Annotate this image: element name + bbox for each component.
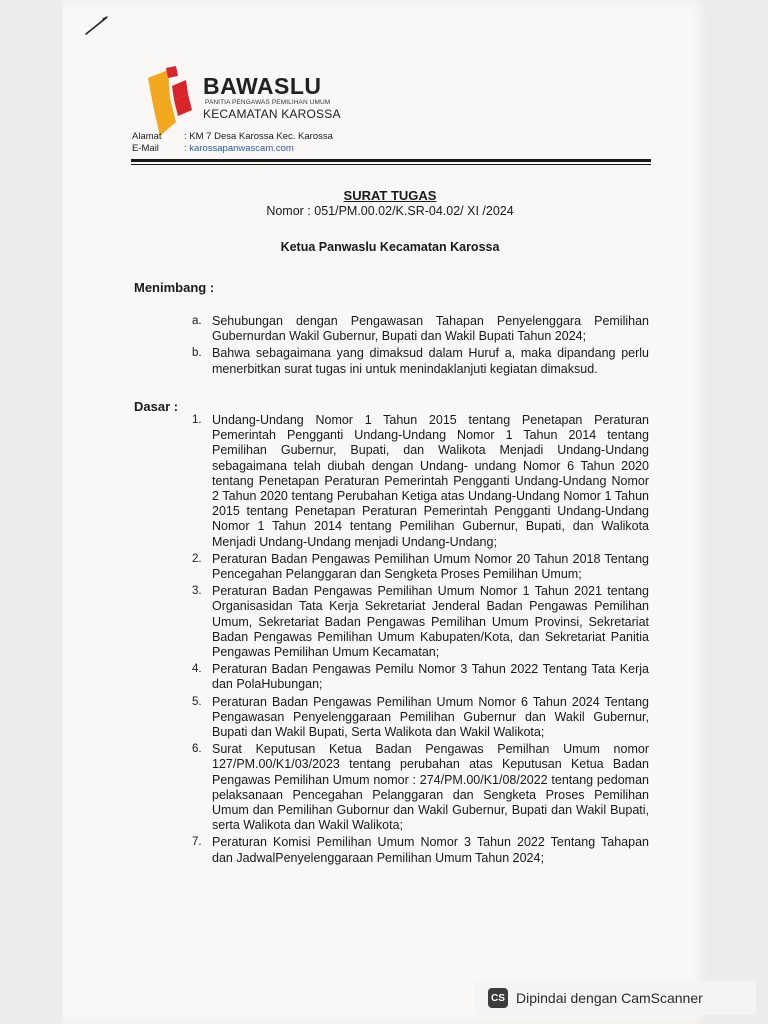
list-item [192, 413, 649, 550]
list-item [192, 742, 649, 833]
list-item [192, 662, 649, 692]
menimbang-list [192, 314, 649, 379]
item-marker: 4. [192, 663, 202, 676]
list-item [192, 835, 649, 865]
list-item [192, 695, 649, 741]
letter-title: SURAT TUGAS [343, 188, 437, 203]
address-line [132, 131, 333, 143]
brand-name: BAWASLU [203, 73, 322, 99]
item-text: Peraturan Badan Pengawas Pemilihan Umum Nomor 1 Tahun 2021 tentang Organisasidan Tata Kerja Sekretariat Jenderal Badan Pengawas Pemilihan Umum, Sekretariat Badan Pengawas Pemilihan Umum Provinsi, Sekretariat Badan Pengawas Pemilihan Umum Kabupaten/Kota, dan Sekretariat Panitia Pengawas Pemilihan Umum Kecamatan; [212, 584, 649, 660]
email-label: E-Mail [132, 143, 159, 154]
item-text: Surat Keputusan Ketua Badan Pengawas Pemilhan Umum nomor 127/PM.00/K1/03/2023 tentang perubahan atas Keputusan Ketua Badan Pengawas Pemilihan Umum nomor : 274/PM.00/K1/08/2022 tentang pedoman pelaksanaan Pencegahan Pelanggaran dan Sengketa Proses Pemilihan Umum dan Pemilihan Gubornur dan Wakil Gubernur, Bupati dan Wakil Bupati, serta Walikota dan Wakil Walikota; [212, 742, 649, 833]
item-text: Sehubungan dengan Pengawasan Tahapan Penyelenggara Pemilihan Gubernurdan Wakil Gubernur, Bupati dan Wakil Bupati Tahun 2024; [212, 314, 649, 344]
item-marker: 2. [192, 552, 202, 565]
dasar-list [192, 413, 649, 868]
address-value: : KM 7 Desa Karossa Kec. Karossa [184, 131, 333, 142]
item-text: Peraturan Komisi Pemilihan Umum Nomor 3 Tahun 2022 Tentang Tahapan dan JadwalPenyelenggaraan Pemilihan Umum Tahun 2024; [212, 835, 649, 865]
dasar-heading: Dasar : [134, 399, 179, 414]
letter-number: Nomor : 051/PM.00.02/K.SR-04.02/ XI /2024 [266, 204, 514, 218]
list-item [192, 552, 649, 582]
camscanner-watermark [474, 981, 756, 1015]
item-marker: 1. [192, 414, 202, 426]
item-text: Undang-Undang Nomor 1 Tahun 2015 tentang Penetapan Peraturan Pemerintah Pengganti Undang-Undang Nomor 1 Tahun 2014 tentang Pemilihan Gubernur, Bupati, dan Walikota Menjadi Undang-Undang sebagaimana telah diubah dengan Undang- undang Nomor 6 Tahun 2020 tentang Penetapan Peraturan Pemerintah Pengganti Undang-Undang Nomor 2 Tahun 2020 tentang Perubahan Ketiga atas Undang-Undang Nomor 1 Tahun 2015 tentang Penetapan Peraturan Pemerintah Pengganti Undang-Undang Nomor 1 Tahun 2014 tentang Pemilihan Gubernur, Bupati, dan Walikota Menjadi Undang-Undang menjadi Undang-Undang; [212, 413, 649, 549]
item-marker: 7. [192, 836, 202, 849]
bawaslu-logo-icon [142, 66, 202, 140]
list-item [192, 314, 649, 344]
item-text: Peraturan Badan Pengawas Pemilihan Umum Nomor 6 Tahun 2024 Tentang Pengawasan Penyelenggaraan Pemilihan Gubernur dan Wakil Gubernur, Bupati dan Wakil Bupati, Serta Walikota dan Wakil Walikota; [212, 694, 649, 740]
item-marker: 6. [192, 743, 202, 756]
camscanner-label: Dipindai dengan CamScanner [516, 990, 703, 1006]
brand-kecamatan: KECAMATAN KAROSSA [203, 107, 341, 121]
item-marker: 3. [192, 585, 202, 598]
list-item [192, 346, 649, 376]
address-label: Alamat [132, 131, 162, 142]
item-marker: a. [192, 315, 202, 327]
item-text: Bahwa sebagaimana yang dimaksud dalam Huruf a, maka dipandang perlu menerbitkan surat tugas ini untuk menindaklanjuti kegiatan dimaksud. [212, 346, 649, 376]
camscanner-icon: CS [488, 988, 508, 1008]
header-divider-thick [131, 159, 651, 162]
contact-block [132, 131, 333, 155]
letter-issuer: Ketua Panwaslu Kecamatan Karossa [280, 240, 500, 254]
pen-mark [84, 14, 110, 36]
header-divider-thin [131, 164, 651, 165]
item-marker: 5. [192, 695, 202, 708]
item-text: Peraturan Badan Pengawas Pemilihan Umum Nomor 20 Tahun 2018 Tentang Pencegahan Pelanggaran dan Sengketa Proses Pemilihan Umum; [212, 551, 649, 582]
item-text: Peraturan Badan Pengawas Pemilu Nomor 3 Tahun 2022 Tentang Tata Kerja dan PolaHubungan; [212, 662, 649, 692]
email-link[interactable]: : karossapanwascam.com [184, 143, 294, 154]
menimbang-heading: Menimbang : [134, 280, 215, 295]
list-item [192, 584, 649, 660]
email-line [132, 143, 333, 155]
brand-subtitle: PANITIA PENGAWAS PEMILIHAN UMUM [205, 99, 331, 106]
item-marker: b. [192, 347, 202, 360]
